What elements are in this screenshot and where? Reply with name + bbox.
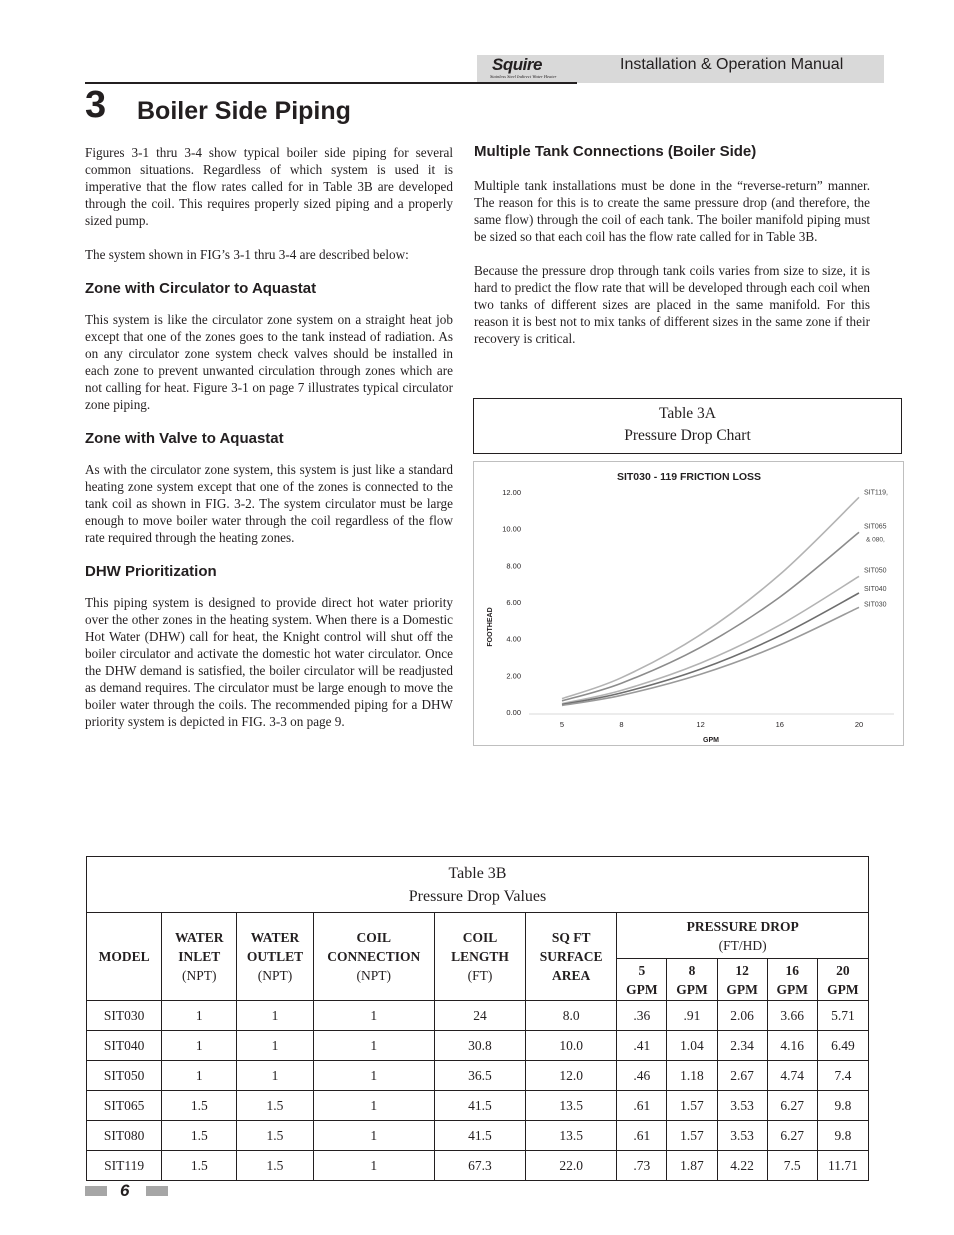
chart-marks xyxy=(502,488,888,729)
cell: 9.8 xyxy=(817,1091,868,1121)
table-3a-subtitle: Pressure Drop Chart xyxy=(624,427,751,444)
zone-circulator-heading: Zone with Circulator to Aquastat xyxy=(85,280,317,297)
cell: 1.18 xyxy=(667,1061,717,1091)
cell: 1.04 xyxy=(667,1031,717,1061)
header-model: MODEL xyxy=(87,913,162,1001)
cell: 2.34 xyxy=(717,1031,767,1061)
header-gpm-8 xyxy=(667,959,717,1001)
logo-brand: Squire xyxy=(492,55,542,74)
table-row xyxy=(87,1061,869,1091)
cell: .73 xyxy=(617,1151,667,1181)
header-gpm-12-unit: GPM xyxy=(726,981,758,997)
cell: 1 xyxy=(313,1031,434,1061)
header-coil-length-l3: (FT) xyxy=(467,968,493,983)
series-line-sit065 xyxy=(562,532,859,701)
manual-title: Installation & Operation Manual xyxy=(620,56,844,73)
cell: 1 xyxy=(313,1091,434,1121)
zone-valve-paragraph: As with the circulator zone system, this system is just like a standard heating zone system except that one of the zones is connected to the tank coil as shown in FIG. 3-2. The system circulator must be large enough to move boiler water through the coil regardless of the flow rate required through the heating zones. xyxy=(85,462,453,545)
header-gpm-16-value: 16 xyxy=(785,962,799,978)
table-row xyxy=(87,1121,869,1151)
cell: 4.16 xyxy=(767,1031,817,1061)
header-gpm-5-value: 5 xyxy=(638,962,646,978)
cell: 41.5 xyxy=(434,1121,525,1151)
chart-xlabel: GPM xyxy=(703,737,719,744)
header-sq-ft-l2: SURFACE xyxy=(539,949,603,964)
cell: 1.87 xyxy=(667,1151,717,1181)
cell: .36 xyxy=(617,1001,667,1031)
cell: .91 xyxy=(667,1001,717,1031)
cell: 5.71 xyxy=(817,1001,868,1031)
y-tick-label: 4.00 xyxy=(506,634,521,644)
cell: 1 xyxy=(313,1151,434,1181)
x-tick-label: 5 xyxy=(559,720,565,729)
cell: .46 xyxy=(617,1061,667,1091)
zone-circulator-paragraph: This system is like the circulator zone system on a straight heat job except that one of the zones goes to the tank instead of radiation. As on any circulator zone system check valves should be installed in each zone to prevent unwanted circulation through zones which are not calling for heat. Figure 3-1 on page 7 illustrates typical circulator zone piping. xyxy=(85,312,453,412)
header-sq-ft-l1: SQ FT xyxy=(551,930,591,945)
cell: 9.8 xyxy=(817,1121,868,1151)
header-water-inlet xyxy=(162,913,237,1001)
table-row xyxy=(87,1151,869,1181)
zone-valve-heading: Zone with Valve to Aquastat xyxy=(85,430,284,447)
cell: 1.5 xyxy=(237,1151,313,1181)
series-label-sit040: SIT040 xyxy=(864,586,887,594)
header-water-outlet-l3: (NPT) xyxy=(257,968,293,983)
chart-svg xyxy=(474,462,905,747)
cell: 1 xyxy=(162,1031,237,1061)
multiple-tank-heading: Multiple Tank Connections (Boiler Side) xyxy=(474,143,757,160)
y-tick-label: 0.00 xyxy=(506,708,521,717)
section-title: Boiler Side Piping xyxy=(137,97,351,125)
header-coil-length-l1: COIL xyxy=(462,930,498,945)
cell: 7.5 xyxy=(767,1151,817,1181)
cell: 10.0 xyxy=(526,1031,617,1061)
right-column xyxy=(474,141,870,364)
cell: SIT065 xyxy=(87,1091,162,1121)
header-gpm-20-unit: GPM xyxy=(827,981,859,997)
cell: 30.8 xyxy=(434,1031,525,1061)
cell: 13.5 xyxy=(526,1091,617,1121)
cell: 2.06 xyxy=(717,1001,767,1031)
header-gpm-5 xyxy=(617,959,667,1001)
chart-title: SIT030 - 119 FRICTION LOSS xyxy=(616,471,762,483)
header-gpm-16-unit: GPM xyxy=(776,981,808,997)
x-tick-label: 16 xyxy=(775,720,784,729)
section-number: 3 xyxy=(85,84,107,126)
multiple-tank-paragraph-2: Because the pressure drop through tank coils varies from size to size, it is hard to predict the flow rate that will be developed through each coil when two tanks of different sizes are placed in the same manifold. For this reason it is best not to mix tanks of different sizes in the same zone if their recovery is critical. xyxy=(474,263,870,346)
cell: SIT119 xyxy=(87,1151,162,1181)
table-3a-caption xyxy=(473,398,902,454)
cell: SIT040 xyxy=(87,1031,162,1061)
cell: 1 xyxy=(313,1001,434,1031)
cell: 36.5 xyxy=(434,1061,525,1091)
cell: 1 xyxy=(313,1061,434,1091)
cell: 2.67 xyxy=(717,1061,767,1091)
table-3a-title: Table 3A xyxy=(658,405,717,422)
table-3b-caption xyxy=(87,857,869,913)
x-tick-label: 8 xyxy=(619,720,624,729)
cell: 1.5 xyxy=(162,1121,237,1151)
multiple-tank-paragraph-1: Multiple tank installations must be done in the “reverse-return” manner. The reason for this is to create the same pressure drop (and therefore, the same flow) through the coil of each tank. The boiler manifold piping must be sized so that each coil has the flow rate called for in Table 3B. xyxy=(474,178,870,244)
header-pressure-drop-l2: (FT/HD) xyxy=(718,937,767,953)
header-pressure-drop-l1: PRESSURE DROP xyxy=(686,918,799,934)
header-water-inlet-l1: WATER xyxy=(175,930,224,945)
header-pressure-drop xyxy=(617,913,869,959)
cell: 4.22 xyxy=(717,1151,767,1181)
table-3b-title: Table 3B xyxy=(448,864,507,882)
cell: 1 xyxy=(237,1031,313,1061)
cell: .41 xyxy=(617,1031,667,1061)
series-label-extra-sit065: & 080, xyxy=(866,536,885,544)
y-tick-label: 6.00 xyxy=(506,598,521,607)
header-gpm-16 xyxy=(767,959,817,1001)
cell: 1 xyxy=(162,1061,237,1091)
cell: SIT080 xyxy=(87,1121,162,1151)
footer-bar-right xyxy=(146,1186,168,1196)
cell: 11.71 xyxy=(817,1151,868,1181)
header-sq-ft-l3: AREA xyxy=(552,968,591,983)
table-3b xyxy=(86,856,869,1181)
header-rule xyxy=(85,82,577,84)
intro-paragraph-1: Figures 3-1 thru 3-4 show typical boiler side piping for several common situations. Regardless of which system is used it is imperative that the flow rates called for in Table 3B are developed through the coil. This requires properly sized piping and a properly sized pump. xyxy=(85,145,453,228)
header-gpm-12-value: 12 xyxy=(735,962,749,978)
cell: 4.74 xyxy=(767,1061,817,1091)
cell: 1.57 xyxy=(667,1121,717,1151)
header-gpm-12 xyxy=(717,959,767,1001)
header-coil-connection xyxy=(313,913,434,1001)
header-gpm-5-unit: GPM xyxy=(626,981,658,997)
header-gpm-20-value: 20 xyxy=(836,962,850,978)
cell: 3.53 xyxy=(717,1091,767,1121)
header-water-outlet-l1: WATER xyxy=(250,930,300,945)
cell: 6.49 xyxy=(817,1031,868,1061)
series-label-sit030: SIT030 xyxy=(864,601,887,609)
header-water-outlet-l2: OUTLET xyxy=(246,949,304,964)
header-gpm-8-unit: GPM xyxy=(676,981,708,997)
x-tick-label: 12 xyxy=(696,720,705,729)
left-column xyxy=(85,144,453,747)
x-tick-label: 20 xyxy=(854,720,864,729)
table-row xyxy=(87,1031,869,1061)
cell: 1 xyxy=(313,1121,434,1151)
header-water-inlet-l2: INLET xyxy=(178,949,221,964)
cell: 22.0 xyxy=(526,1151,617,1181)
header-water-inlet-l3: (NPT) xyxy=(182,968,217,983)
series-line-sit119 xyxy=(562,497,859,698)
cell: 1 xyxy=(237,1061,313,1091)
cell: 1.57 xyxy=(667,1091,717,1121)
header-coil-length xyxy=(434,913,525,1001)
cell: 41.5 xyxy=(434,1091,525,1121)
intro-paragraph-2: The system shown in FIG’s 3-1 thru 3-4 are described below: xyxy=(85,247,409,262)
cell: 13.5 xyxy=(526,1121,617,1151)
cell: .61 xyxy=(617,1121,667,1151)
cell: 8.0 xyxy=(526,1001,617,1031)
cell: 7.4 xyxy=(817,1061,868,1091)
y-tick-label: 2.00 xyxy=(506,671,521,681)
cell: 1.5 xyxy=(162,1091,237,1121)
cell: 3.66 xyxy=(767,1001,817,1031)
cell: 12.0 xyxy=(526,1061,617,1091)
y-tick-label: 10.00 xyxy=(502,524,521,534)
series-label-sit119: SIT119, xyxy=(864,489,888,497)
cell: 1.5 xyxy=(237,1121,313,1151)
header-sq-ft-surface-area xyxy=(526,913,617,1001)
header-coil-length-l2: LENGTH xyxy=(451,949,509,964)
cell: 6.27 xyxy=(767,1121,817,1151)
friction-loss-chart xyxy=(473,461,904,746)
cell: 1 xyxy=(162,1001,237,1031)
cell: 1.5 xyxy=(237,1091,313,1121)
dhw-heading: DHW Prioritization xyxy=(85,563,217,580)
cell: 67.3 xyxy=(434,1151,525,1181)
table-row xyxy=(87,1001,869,1031)
cell: .61 xyxy=(617,1091,667,1121)
cell: SIT050 xyxy=(87,1061,162,1091)
table-3b-subtitle: Pressure Drop Values xyxy=(408,887,547,905)
table-row xyxy=(87,1091,869,1121)
y-tick-label: 12.00 xyxy=(502,488,521,497)
logo-tagline: Stainless Steel Indirect Water Heater xyxy=(490,74,557,79)
cell: 1.5 xyxy=(162,1151,237,1181)
cell: 24 xyxy=(434,1001,525,1031)
chart-ylabel: FOOTHEAD xyxy=(487,607,494,647)
cell: 3.53 xyxy=(717,1121,767,1151)
cell: SIT030 xyxy=(87,1001,162,1031)
series-label-sit065: SIT065 xyxy=(864,523,887,531)
header-gpm-8-value: 8 xyxy=(688,962,696,978)
header-coil-connection-l3: (NPT) xyxy=(356,968,391,983)
cell: 6.27 xyxy=(767,1091,817,1121)
squire-logo xyxy=(488,55,566,83)
header-gpm-20 xyxy=(817,959,868,1001)
page-number: 6 xyxy=(120,1181,130,1200)
series-line-sit030 xyxy=(562,607,859,705)
header-water-outlet xyxy=(237,913,313,1001)
header-coil-connection-l2: CONNECTION xyxy=(327,949,421,964)
footer-bar-left xyxy=(85,1186,107,1196)
cell: 1 xyxy=(237,1001,313,1031)
header-coil-connection-l1: COIL xyxy=(356,930,391,945)
y-tick-label: 8.00 xyxy=(506,561,521,571)
series-label-sit050: SIT050 xyxy=(864,567,887,575)
dhw-paragraph: This piping system is designed to provide direct hot water priority over the other zones in the heating system. When there is a Domestic Hot Water (DHW) call for heat, the Knight control will shut off the boiler circulator and activate the domestic hot water circulator. Once the DHW demand is satisfied, the boiler circulator will be readjusted as demand requires. The circulator must be large enough to move the boiler water through the coils. The recommended piping for a DHW priority system is depicted in FIG. 3-3 on page 9. xyxy=(85,595,453,729)
